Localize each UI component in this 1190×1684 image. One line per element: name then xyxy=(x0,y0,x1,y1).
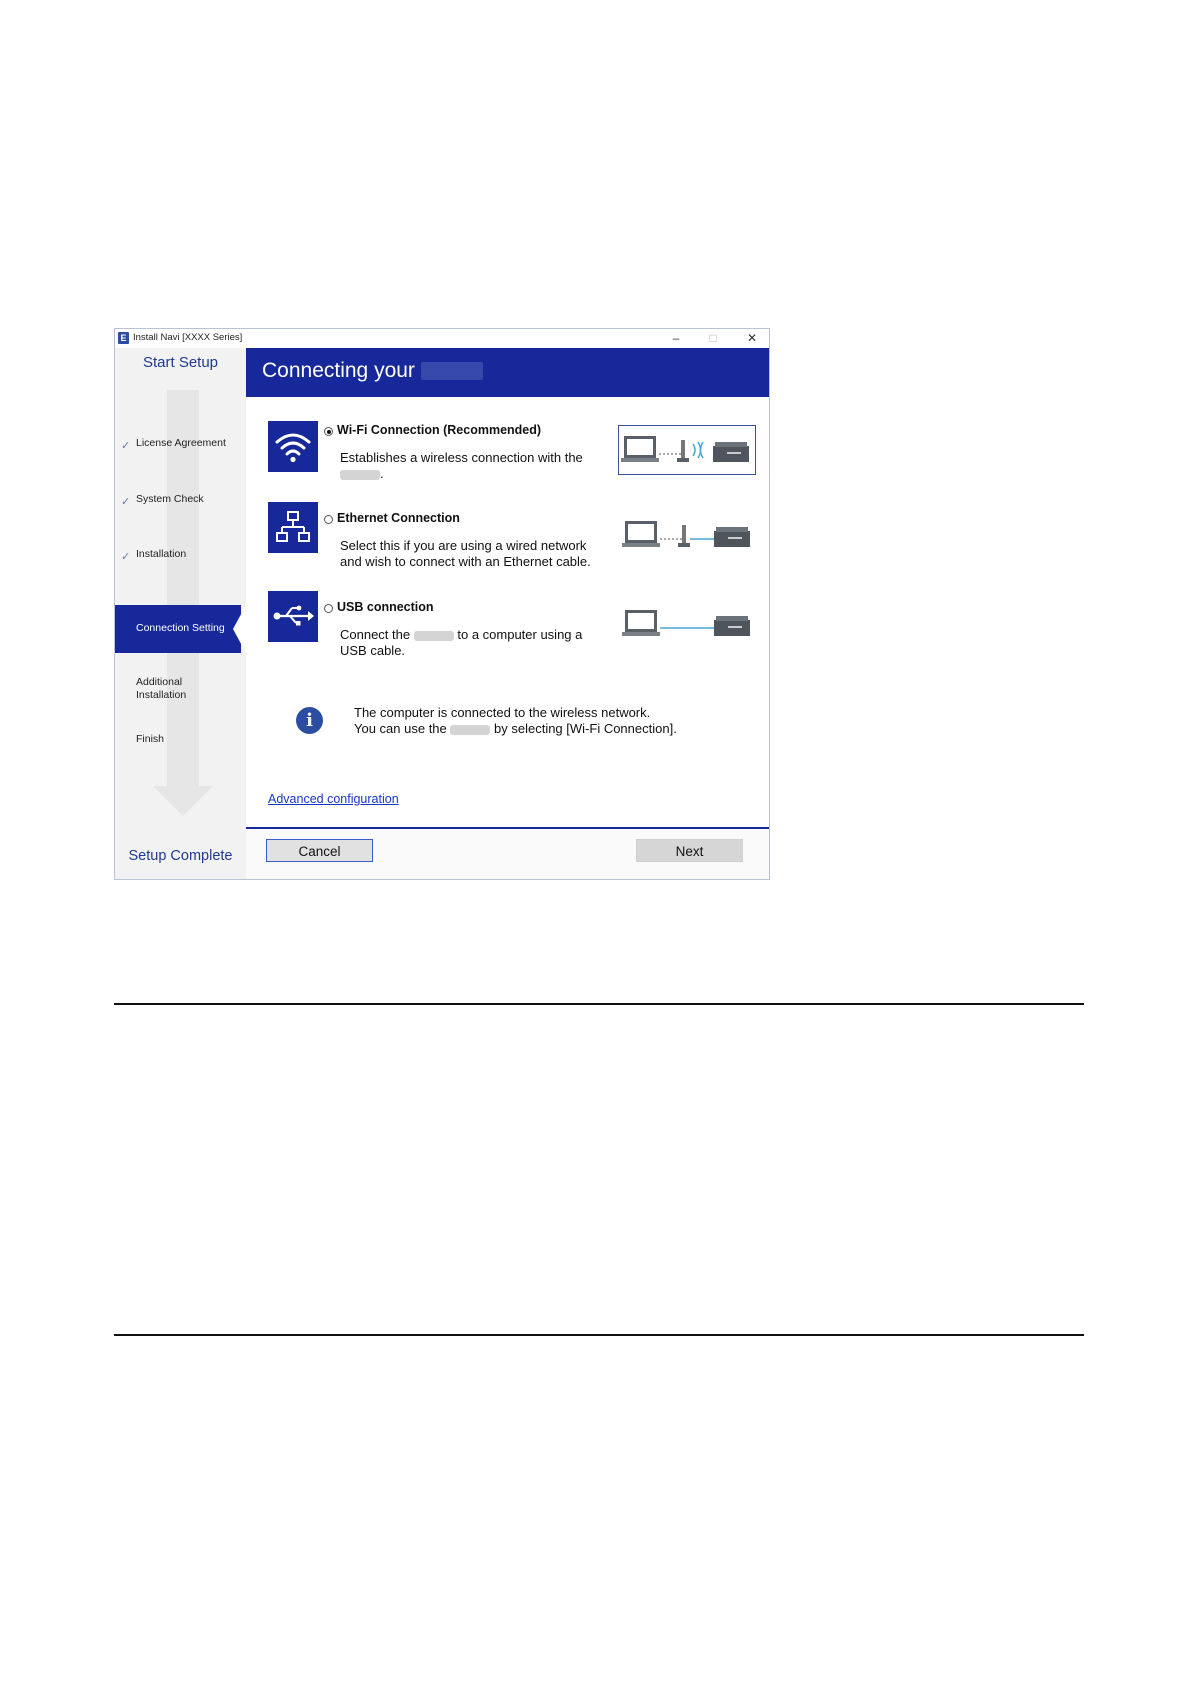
usb-option-title[interactable]: USB connection xyxy=(337,600,434,614)
info-line2-prefix: You can use the xyxy=(354,721,447,736)
redacted-product-name xyxy=(421,362,483,380)
ethernet-diagram xyxy=(618,511,756,561)
wifi-desc-line2 xyxy=(340,466,610,482)
next-button[interactable]: Next xyxy=(636,839,743,862)
horizontal-rule xyxy=(114,1334,1084,1336)
redacted-word xyxy=(414,631,454,641)
steps-sidebar xyxy=(115,348,246,879)
main-panel xyxy=(246,348,769,879)
horizontal-rule xyxy=(114,1003,1084,1005)
wifi-desc-line1: Establishes a wireless connection with the xyxy=(340,450,583,465)
wifi-radio[interactable] xyxy=(324,427,333,436)
page-title xyxy=(262,359,483,383)
check-icon: ✓ xyxy=(121,440,131,452)
step-connection-setting: Connection Setting xyxy=(136,622,225,634)
info-line2-suffix: by selecting [Wi-Fi Connection]. xyxy=(494,721,677,736)
step-label-line1: Additional xyxy=(136,676,183,688)
wifi-diagram xyxy=(618,425,756,475)
usb-desc-line2: USB cable. xyxy=(340,643,406,658)
setup-complete-label: Setup Complete xyxy=(128,848,233,864)
redacted-word xyxy=(340,470,380,480)
network-icon xyxy=(268,502,318,553)
start-setup-label: Start Setup xyxy=(142,354,219,371)
step-license-agreement: License Agreement xyxy=(136,437,226,449)
info-icon: i xyxy=(296,707,323,734)
advanced-configuration-link[interactable]: Advanced configuration xyxy=(268,792,399,806)
step-additional-installation xyxy=(136,676,186,702)
wifi-desc-period: . xyxy=(380,466,384,481)
page-title-text: Connecting your xyxy=(262,359,415,382)
window-title: Install Navi [XXXX Series] xyxy=(133,332,243,343)
step-finish: Finish xyxy=(136,733,165,745)
info-line2 xyxy=(354,721,677,737)
usb-desc-suffix: to a computer using a xyxy=(457,627,583,642)
info-line1: The computer is connected to the wireless network. xyxy=(354,705,651,720)
ethernet-desc-line1: Select this if you are using a wired network xyxy=(340,538,587,553)
cancel-button[interactable]: Cancel xyxy=(266,839,373,862)
header-banner xyxy=(246,348,769,397)
check-icon: ✓ xyxy=(121,496,131,508)
usb-option-description xyxy=(340,627,610,659)
ethernet-radio[interactable] xyxy=(324,515,333,524)
minimize-button[interactable]: – xyxy=(672,331,680,345)
usb-radio[interactable] xyxy=(324,604,333,613)
usb-desc-line1 xyxy=(340,627,610,643)
active-step-notch xyxy=(233,605,246,653)
step-label-line2: Installation xyxy=(136,689,187,701)
close-button[interactable]: ✕ xyxy=(746,331,758,345)
connection-info-text xyxy=(354,705,677,737)
ethernet-option-title[interactable]: Ethernet Connection xyxy=(337,511,460,525)
usb-icon xyxy=(268,591,318,642)
wifi-icon xyxy=(268,421,318,472)
app-icon: E xyxy=(118,332,129,344)
step-system-check: System Check xyxy=(136,493,204,505)
check-icon: ✓ xyxy=(121,551,131,563)
usb-desc-prefix: Connect the xyxy=(340,627,411,642)
progress-arrow-head xyxy=(153,786,213,816)
step-installation: Installation xyxy=(136,548,187,560)
ethernet-desc-line2: and wish to connect with an Ethernet cable. xyxy=(340,554,591,569)
title-bar xyxy=(115,329,769,348)
wifi-option-description xyxy=(340,450,610,482)
usb-diagram xyxy=(618,600,756,650)
installer-window xyxy=(114,328,770,880)
redacted-word xyxy=(450,725,490,735)
ethernet-option-description xyxy=(340,538,610,570)
maximize-button[interactable]: □ xyxy=(709,331,717,345)
wifi-option-title[interactable]: Wi-Fi Connection (Recommended) xyxy=(337,423,542,437)
